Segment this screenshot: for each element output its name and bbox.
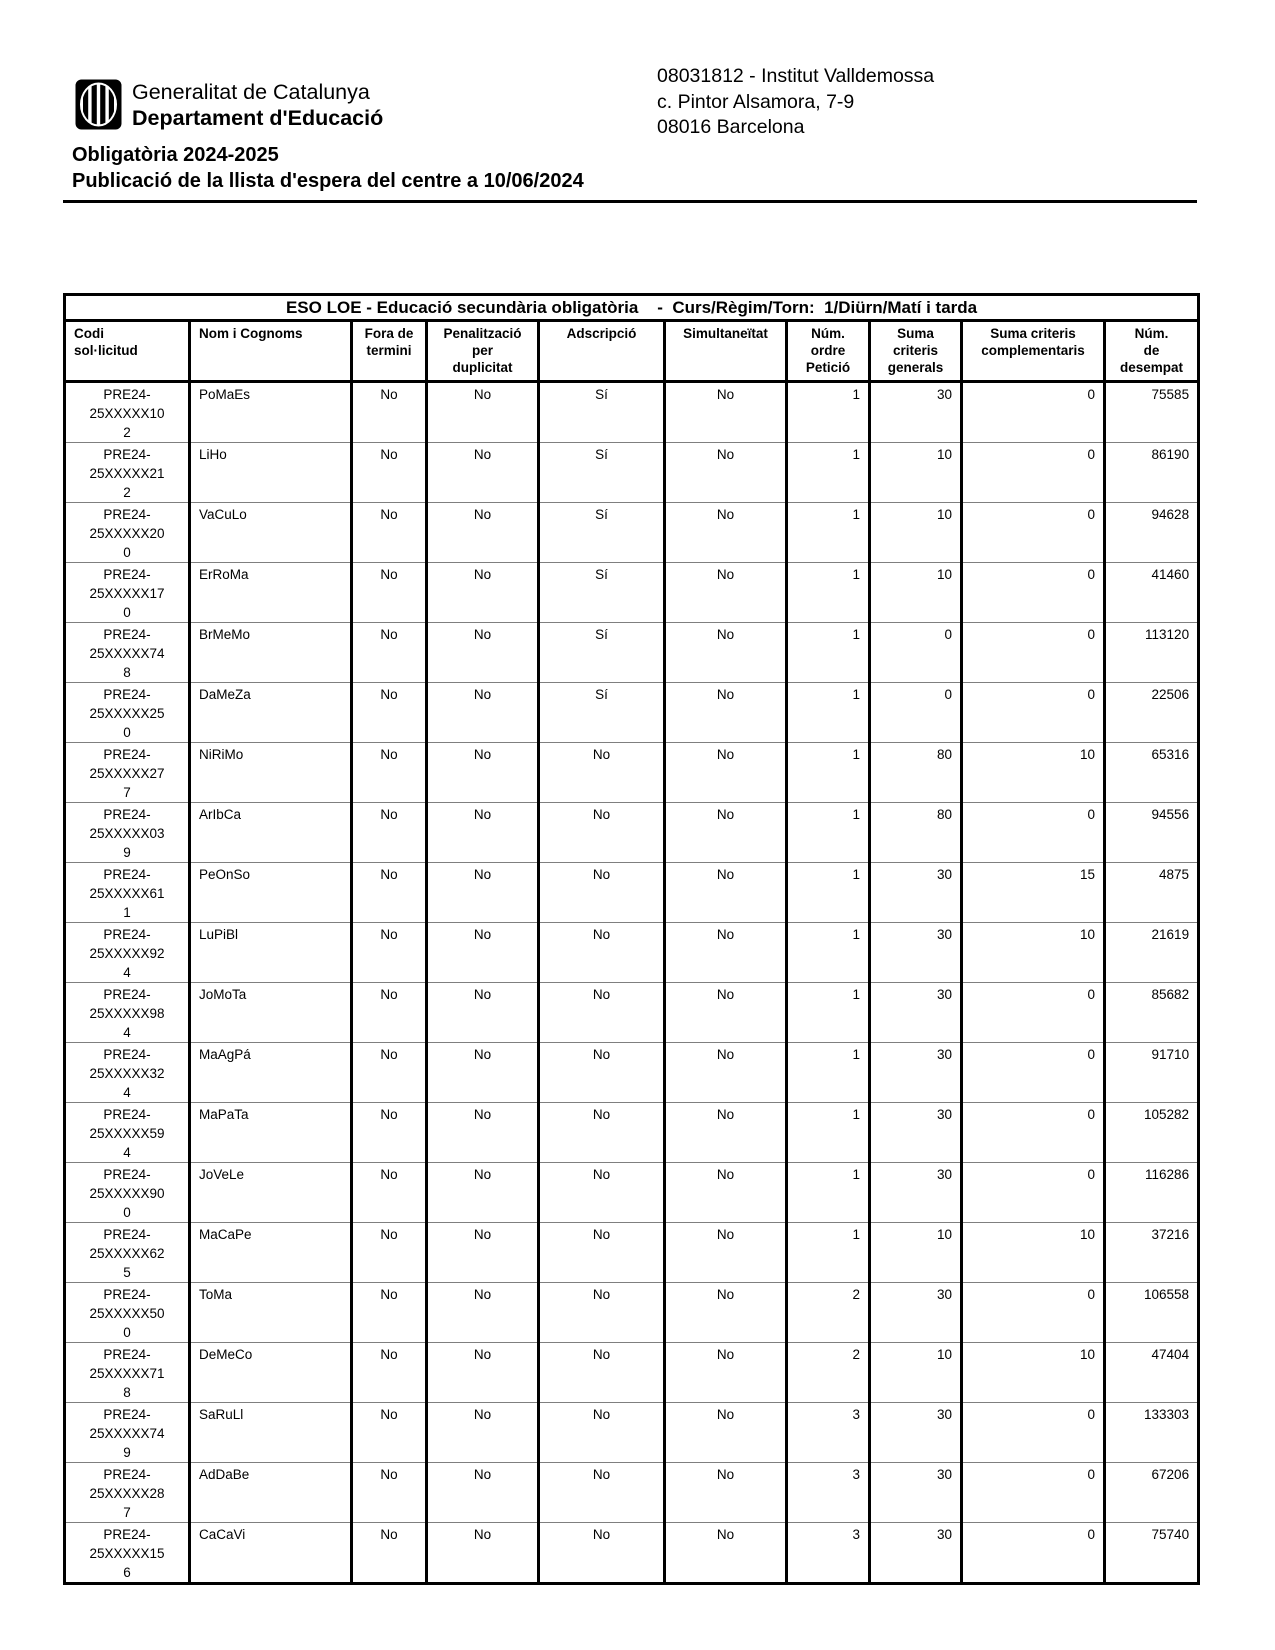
cell-num-desempat: 116286 bbox=[1105, 1163, 1199, 1223]
cell-suma-criteris-generals: 30 bbox=[870, 1103, 962, 1163]
school-code-name: 08031812 - Institut Valldemossa bbox=[657, 65, 935, 87]
cell-nom-i-cognoms: DaMeZa bbox=[190, 683, 352, 743]
cell-simultaneitat: No bbox=[665, 443, 787, 503]
cell-suma-criteris-generals: 0 bbox=[870, 623, 962, 683]
cell-suma-criteris-complementaris: 15 bbox=[962, 863, 1105, 923]
column-header-simultaneitat: Simultaneïtat bbox=[665, 321, 787, 382]
cell-adscripcio: Sí bbox=[539, 382, 665, 443]
cell-penalitzacio-duplicitat: No bbox=[427, 1223, 539, 1283]
cell-simultaneitat: No bbox=[665, 803, 787, 863]
cell-num-desempat: 41460 bbox=[1105, 563, 1199, 623]
column-header-row bbox=[65, 321, 1199, 382]
cell-suma-criteris-complementaris: 10 bbox=[962, 1223, 1105, 1283]
waitlist-row bbox=[65, 1523, 1199, 1584]
cell-adscripcio: No bbox=[539, 1223, 665, 1283]
cell-num-ordre-peticio: 3 bbox=[787, 1403, 870, 1463]
column-header-suma-criteris-generals: Suma criteris generals bbox=[870, 321, 962, 382]
cell-penalitzacio-duplicitat: No bbox=[427, 1343, 539, 1403]
waitlist-row bbox=[65, 983, 1199, 1043]
cell-fora-de-termini: No bbox=[352, 1283, 427, 1343]
waitlist-row bbox=[65, 443, 1199, 503]
cell-fora-de-termini: No bbox=[352, 623, 427, 683]
waitlist-table bbox=[63, 293, 1200, 1585]
cell-num-desempat: 113120 bbox=[1105, 623, 1199, 683]
cell-suma-criteris-generals: 10 bbox=[870, 563, 962, 623]
cell-adscripcio: No bbox=[539, 803, 665, 863]
cell-num-desempat: 22506 bbox=[1105, 683, 1199, 743]
document-header bbox=[63, 62, 1197, 142]
cell-penalitzacio-duplicitat: No bbox=[427, 1163, 539, 1223]
cell-adscripcio: Sí bbox=[539, 623, 665, 683]
cell-suma-criteris-generals: 30 bbox=[870, 1283, 962, 1343]
cell-suma-criteris-complementaris: 0 bbox=[962, 983, 1105, 1043]
column-header-num-de-desempat: Núm. de desempat bbox=[1105, 321, 1199, 382]
cell-adscripcio: Sí bbox=[539, 503, 665, 563]
cell-fora-de-termini: No bbox=[352, 563, 427, 623]
cell-fora-de-termini: No bbox=[352, 443, 427, 503]
waitlist-row bbox=[65, 743, 1199, 803]
cell-fora-de-termini: No bbox=[352, 1463, 427, 1523]
cell-nom-i-cognoms: AdDaBe bbox=[190, 1463, 352, 1523]
cell-num-ordre-peticio: 1 bbox=[787, 623, 870, 683]
cell-suma-criteris-generals: 80 bbox=[870, 803, 962, 863]
column-header-num-ordre-peticio: Núm. ordre Petició bbox=[787, 321, 870, 382]
cell-nom-i-cognoms: MaAgPá bbox=[190, 1043, 352, 1103]
cell-suma-criteris-complementaris: 0 bbox=[962, 443, 1105, 503]
cell-num-desempat: 47404 bbox=[1105, 1343, 1199, 1403]
cell-num-ordre-peticio: 2 bbox=[787, 1343, 870, 1403]
cell-adscripcio: No bbox=[539, 1043, 665, 1103]
cell-adscripcio: No bbox=[539, 1103, 665, 1163]
column-header-nom-i-cognoms: Nom i Cognoms bbox=[190, 321, 352, 382]
cell-suma-criteris-complementaris: 0 bbox=[962, 623, 1105, 683]
cell-suma-criteris-complementaris: 10 bbox=[962, 743, 1105, 803]
cell-num-ordre-peticio: 1 bbox=[787, 382, 870, 443]
cell-suma-criteris-complementaris: 0 bbox=[962, 1103, 1105, 1163]
cell-suma-criteris-complementaris: 0 bbox=[962, 1403, 1105, 1463]
cell-suma-criteris-generals: 30 bbox=[870, 1463, 962, 1523]
cell-num-desempat: 133303 bbox=[1105, 1403, 1199, 1463]
cell-codi-sollicitud: PRE24- 25XXXXX03 9 bbox=[65, 803, 190, 863]
cell-simultaneitat: No bbox=[665, 1523, 787, 1584]
cell-adscripcio: No bbox=[539, 1463, 665, 1523]
cell-num-ordre-peticio: 3 bbox=[787, 1463, 870, 1523]
cell-suma-criteris-complementaris: 10 bbox=[962, 1343, 1105, 1403]
brand-institution: Generalitat de Catalunya bbox=[132, 80, 370, 104]
cell-codi-sollicitud: PRE24- 25XXXXX74 9 bbox=[65, 1403, 190, 1463]
cell-codi-sollicitud: PRE24- 25XXXXX50 0 bbox=[65, 1283, 190, 1343]
table-band-title: ESO LOE - Educació secundària obligatòria - Curs/Règim/Torn: 1/Diürn/Matí i tarda bbox=[65, 295, 1199, 321]
cell-codi-sollicitud: PRE24- 25XXXXX90 0 bbox=[65, 1163, 190, 1223]
waitlist-row bbox=[65, 1043, 1199, 1103]
cell-simultaneitat: No bbox=[665, 683, 787, 743]
waitlist-row bbox=[65, 623, 1199, 683]
cell-simultaneitat: No bbox=[665, 923, 787, 983]
cell-num-ordre-peticio: 1 bbox=[787, 1223, 870, 1283]
cell-nom-i-cognoms: PeOnSo bbox=[190, 863, 352, 923]
cell-codi-sollicitud: PRE24- 25XXXXX32 4 bbox=[65, 1043, 190, 1103]
cell-suma-criteris-complementaris: 0 bbox=[962, 503, 1105, 563]
cell-adscripcio: No bbox=[539, 983, 665, 1043]
cell-fora-de-termini: No bbox=[352, 863, 427, 923]
cell-suma-criteris-generals: 30 bbox=[870, 1163, 962, 1223]
cell-codi-sollicitud: PRE24- 25XXXXX15 6 bbox=[65, 1523, 190, 1584]
cell-num-desempat: 67206 bbox=[1105, 1463, 1199, 1523]
cell-codi-sollicitud: PRE24- 25XXXXX71 8 bbox=[65, 1343, 190, 1403]
cell-adscripcio: Sí bbox=[539, 563, 665, 623]
cell-num-desempat: 21619 bbox=[1105, 923, 1199, 983]
cell-simultaneitat: No bbox=[665, 983, 787, 1043]
waitlist-row bbox=[65, 1343, 1199, 1403]
waitlist-row bbox=[65, 1163, 1199, 1223]
cell-nom-i-cognoms: JoVeLe bbox=[190, 1163, 352, 1223]
cell-suma-criteris-generals: 80 bbox=[870, 743, 962, 803]
cell-num-ordre-peticio: 1 bbox=[787, 503, 870, 563]
title-process-line: Obligatòria 2024-2025 bbox=[72, 144, 279, 166]
cell-simultaneitat: No bbox=[665, 1283, 787, 1343]
cell-adscripcio: No bbox=[539, 1523, 665, 1584]
generalitat-senyera-logo-icon bbox=[75, 79, 122, 135]
cell-num-ordre-peticio: 1 bbox=[787, 803, 870, 863]
cell-nom-i-cognoms: SaRuLl bbox=[190, 1403, 352, 1463]
cell-num-desempat: 105282 bbox=[1105, 1103, 1199, 1163]
cell-adscripcio: Sí bbox=[539, 443, 665, 503]
cell-penalitzacio-duplicitat: No bbox=[427, 1463, 539, 1523]
cell-codi-sollicitud: PRE24- 25XXXXX25 0 bbox=[65, 683, 190, 743]
cell-adscripcio: No bbox=[539, 743, 665, 803]
cell-num-ordre-peticio: 1 bbox=[787, 1043, 870, 1103]
cell-num-desempat: 106558 bbox=[1105, 1283, 1199, 1343]
cell-num-desempat: 94556 bbox=[1105, 803, 1199, 863]
cell-penalitzacio-duplicitat: No bbox=[427, 1403, 539, 1463]
cell-nom-i-cognoms: NiRiMo bbox=[190, 743, 352, 803]
waitlist-row bbox=[65, 503, 1199, 563]
cell-suma-criteris-generals: 30 bbox=[870, 923, 962, 983]
cell-nom-i-cognoms: JoMoTa bbox=[190, 983, 352, 1043]
waitlist-row bbox=[65, 1283, 1199, 1343]
cell-suma-criteris-complementaris: 0 bbox=[962, 382, 1105, 443]
cell-suma-criteris-generals: 10 bbox=[870, 1343, 962, 1403]
cell-fora-de-termini: No bbox=[352, 743, 427, 803]
cell-simultaneitat: No bbox=[665, 623, 787, 683]
cell-num-desempat: 75740 bbox=[1105, 1523, 1199, 1584]
cell-suma-criteris-complementaris: 0 bbox=[962, 1463, 1105, 1523]
cell-num-ordre-peticio: 1 bbox=[787, 1103, 870, 1163]
cell-adscripcio: No bbox=[539, 863, 665, 923]
cell-simultaneitat: No bbox=[665, 863, 787, 923]
waitlist-row bbox=[65, 1463, 1199, 1523]
cell-num-desempat: 85682 bbox=[1105, 983, 1199, 1043]
column-header-penalitzacio-per-duplicitat: Penalització per duplicitat bbox=[427, 321, 539, 382]
cell-num-ordre-peticio: 2 bbox=[787, 1283, 870, 1343]
cell-suma-criteris-generals: 10 bbox=[870, 443, 962, 503]
cell-nom-i-cognoms: ToMa bbox=[190, 1283, 352, 1343]
waitlist-row bbox=[65, 923, 1199, 983]
cell-num-desempat: 37216 bbox=[1105, 1223, 1199, 1283]
cell-suma-criteris-generals: 30 bbox=[870, 863, 962, 923]
cell-simultaneitat: No bbox=[665, 1463, 787, 1523]
cell-suma-criteris-complementaris: 10 bbox=[962, 923, 1105, 983]
cell-penalitzacio-duplicitat: No bbox=[427, 1283, 539, 1343]
cell-fora-de-termini: No bbox=[352, 1403, 427, 1463]
cell-nom-i-cognoms: CaCaVi bbox=[190, 1523, 352, 1584]
cell-simultaneitat: No bbox=[665, 1223, 787, 1283]
cell-codi-sollicitud: PRE24- 25XXXXX10 2 bbox=[65, 382, 190, 443]
cell-codi-sollicitud: PRE24- 25XXXXX61 1 bbox=[65, 863, 190, 923]
cell-simultaneitat: No bbox=[665, 1403, 787, 1463]
cell-codi-sollicitud: PRE24- 25XXXXX17 0 bbox=[65, 563, 190, 623]
cell-num-ordre-peticio: 1 bbox=[787, 863, 870, 923]
cell-nom-i-cognoms: BrMeMo bbox=[190, 623, 352, 683]
school-street: c. Pintor Alsamora, 7-9 bbox=[657, 90, 855, 113]
cell-penalitzacio-duplicitat: No bbox=[427, 1043, 539, 1103]
cell-penalitzacio-duplicitat: No bbox=[427, 923, 539, 983]
waitlist-row bbox=[65, 863, 1199, 923]
cell-fora-de-termini: No bbox=[352, 503, 427, 563]
cell-penalitzacio-duplicitat: No bbox=[427, 863, 539, 923]
cell-num-ordre-peticio: 1 bbox=[787, 1163, 870, 1223]
waitlist-row bbox=[65, 563, 1199, 623]
waitlist-row bbox=[65, 1403, 1199, 1463]
cell-suma-criteris-complementaris: 0 bbox=[962, 1043, 1105, 1103]
cell-fora-de-termini: No bbox=[352, 1223, 427, 1283]
cell-penalitzacio-duplicitat: No bbox=[427, 563, 539, 623]
cell-penalitzacio-duplicitat: No bbox=[427, 683, 539, 743]
cell-nom-i-cognoms: ErRoMa bbox=[190, 563, 352, 623]
cell-nom-i-cognoms: VaCuLo bbox=[190, 503, 352, 563]
cell-suma-criteris-generals: 30 bbox=[870, 1523, 962, 1584]
cell-fora-de-termini: No bbox=[352, 803, 427, 863]
cell-adscripcio: No bbox=[539, 1163, 665, 1223]
cell-suma-criteris-generals: 30 bbox=[870, 1043, 962, 1103]
cell-num-ordre-peticio: 1 bbox=[787, 743, 870, 803]
cell-penalitzacio-duplicitat: No bbox=[427, 623, 539, 683]
cell-suma-criteris-complementaris: 0 bbox=[962, 683, 1105, 743]
cell-simultaneitat: No bbox=[665, 1163, 787, 1223]
cell-nom-i-cognoms: MaPaTa bbox=[190, 1103, 352, 1163]
cell-num-desempat: 86190 bbox=[1105, 443, 1199, 503]
waitlist-row bbox=[65, 382, 1199, 443]
cell-simultaneitat: No bbox=[665, 743, 787, 803]
cell-penalitzacio-duplicitat: No bbox=[427, 1523, 539, 1584]
cell-fora-de-termini: No bbox=[352, 1043, 427, 1103]
cell-adscripcio: Sí bbox=[539, 683, 665, 743]
cell-fora-de-termini: No bbox=[352, 1343, 427, 1403]
cell-simultaneitat: No bbox=[665, 1343, 787, 1403]
cell-fora-de-termini: No bbox=[352, 1103, 427, 1163]
waitlist-table-body bbox=[65, 382, 1199, 1584]
cell-penalitzacio-duplicitat: No bbox=[427, 503, 539, 563]
document-title-block bbox=[63, 142, 1197, 203]
cell-simultaneitat: No bbox=[665, 503, 787, 563]
waitlist-row bbox=[65, 683, 1199, 743]
column-header-suma-criteris-complementaris: Suma criteris complementaris bbox=[962, 321, 1105, 382]
cell-num-ordre-peticio: 3 bbox=[787, 1523, 870, 1584]
cell-suma-criteris-complementaris: 0 bbox=[962, 563, 1105, 623]
cell-num-ordre-peticio: 1 bbox=[787, 923, 870, 983]
brand-text bbox=[132, 79, 383, 131]
cell-codi-sollicitud: PRE24- 25XXXXX21 2 bbox=[65, 443, 190, 503]
cell-codi-sollicitud: PRE24- 25XXXXX28 7 bbox=[65, 1463, 190, 1523]
title-publication-line: Publicació de la llista d'espera del centre a 10/06/2024 bbox=[72, 170, 584, 192]
cell-suma-criteris-complementaris: 0 bbox=[962, 803, 1105, 863]
cell-penalitzacio-duplicitat: No bbox=[427, 1103, 539, 1163]
cell-suma-criteris-complementaris: 0 bbox=[962, 1163, 1105, 1223]
school-city: 08016 Barcelona bbox=[657, 116, 805, 138]
cell-nom-i-cognoms: MaCaPe bbox=[190, 1223, 352, 1283]
cell-adscripcio: No bbox=[539, 1343, 665, 1403]
column-header-fora-de-termini: Fora de termini bbox=[352, 321, 427, 382]
school-address-block bbox=[657, 64, 934, 141]
cell-suma-criteris-complementaris: 0 bbox=[962, 1283, 1105, 1343]
cell-adscripcio: No bbox=[539, 923, 665, 983]
cell-num-ordre-peticio: 1 bbox=[787, 443, 870, 503]
cell-suma-criteris-generals: 10 bbox=[870, 1223, 962, 1283]
cell-num-desempat: 91710 bbox=[1105, 1043, 1199, 1103]
cell-suma-criteris-generals: 30 bbox=[870, 983, 962, 1043]
cell-suma-criteris-generals: 30 bbox=[870, 1403, 962, 1463]
column-header-codi-sollicitud: Codi sol·licitud bbox=[65, 321, 190, 382]
cell-codi-sollicitud: PRE24- 25XXXXX92 4 bbox=[65, 923, 190, 983]
column-header-adscripcio: Adscripció bbox=[539, 321, 665, 382]
cell-simultaneitat: No bbox=[665, 1103, 787, 1163]
cell-codi-sollicitud: PRE24- 25XXXXX62 5 bbox=[65, 1223, 190, 1283]
cell-codi-sollicitud: PRE24- 25XXXXX20 0 bbox=[65, 503, 190, 563]
cell-suma-criteris-complementaris: 0 bbox=[962, 1523, 1105, 1584]
cell-penalitzacio-duplicitat: No bbox=[427, 382, 539, 443]
cell-simultaneitat: No bbox=[665, 563, 787, 623]
cell-num-desempat: 94628 bbox=[1105, 503, 1199, 563]
cell-nom-i-cognoms: DeMeCo bbox=[190, 1343, 352, 1403]
cell-fora-de-termini: No bbox=[352, 683, 427, 743]
cell-adscripcio: No bbox=[539, 1403, 665, 1463]
cell-codi-sollicitud: PRE24- 25XXXXX59 4 bbox=[65, 1103, 190, 1163]
cell-simultaneitat: No bbox=[665, 382, 787, 443]
cell-nom-i-cognoms: LuPiBl bbox=[190, 923, 352, 983]
cell-suma-criteris-generals: 10 bbox=[870, 503, 962, 563]
cell-fora-de-termini: No bbox=[352, 1163, 427, 1223]
cell-num-desempat: 4875 bbox=[1105, 863, 1199, 923]
cell-fora-de-termini: No bbox=[352, 1523, 427, 1584]
cell-fora-de-termini: No bbox=[352, 382, 427, 443]
brand-block bbox=[75, 79, 383, 135]
cell-penalitzacio-duplicitat: No bbox=[427, 443, 539, 503]
waitlist-row bbox=[65, 803, 1199, 863]
cell-nom-i-cognoms: ArIbCa bbox=[190, 803, 352, 863]
cell-nom-i-cognoms: LiHo bbox=[190, 443, 352, 503]
waitlist-row bbox=[65, 1223, 1199, 1283]
cell-suma-criteris-generals: 0 bbox=[870, 683, 962, 743]
cell-nom-i-cognoms: PoMaEs bbox=[190, 382, 352, 443]
cell-num-ordre-peticio: 1 bbox=[787, 563, 870, 623]
cell-adscripcio: No bbox=[539, 1283, 665, 1343]
cell-num-ordre-peticio: 1 bbox=[787, 983, 870, 1043]
cell-penalitzacio-duplicitat: No bbox=[427, 983, 539, 1043]
cell-codi-sollicitud: PRE24- 25XXXXX98 4 bbox=[65, 983, 190, 1043]
cell-fora-de-termini: No bbox=[352, 923, 427, 983]
cell-penalitzacio-duplicitat: No bbox=[427, 743, 539, 803]
cell-codi-sollicitud: PRE24- 25XXXXX74 8 bbox=[65, 623, 190, 683]
cell-num-desempat: 65316 bbox=[1105, 743, 1199, 803]
cell-fora-de-termini: No bbox=[352, 983, 427, 1043]
waitlist-row bbox=[65, 1103, 1199, 1163]
cell-suma-criteris-generals: 30 bbox=[870, 382, 962, 443]
cell-codi-sollicitud: PRE24- 25XXXXX27 7 bbox=[65, 743, 190, 803]
cell-simultaneitat: No bbox=[665, 1043, 787, 1103]
cell-num-desempat: 75585 bbox=[1105, 382, 1199, 443]
cell-penalitzacio-duplicitat: No bbox=[427, 803, 539, 863]
cell-num-ordre-peticio: 1 bbox=[787, 683, 870, 743]
brand-department: Departament d'Educació bbox=[132, 106, 384, 130]
